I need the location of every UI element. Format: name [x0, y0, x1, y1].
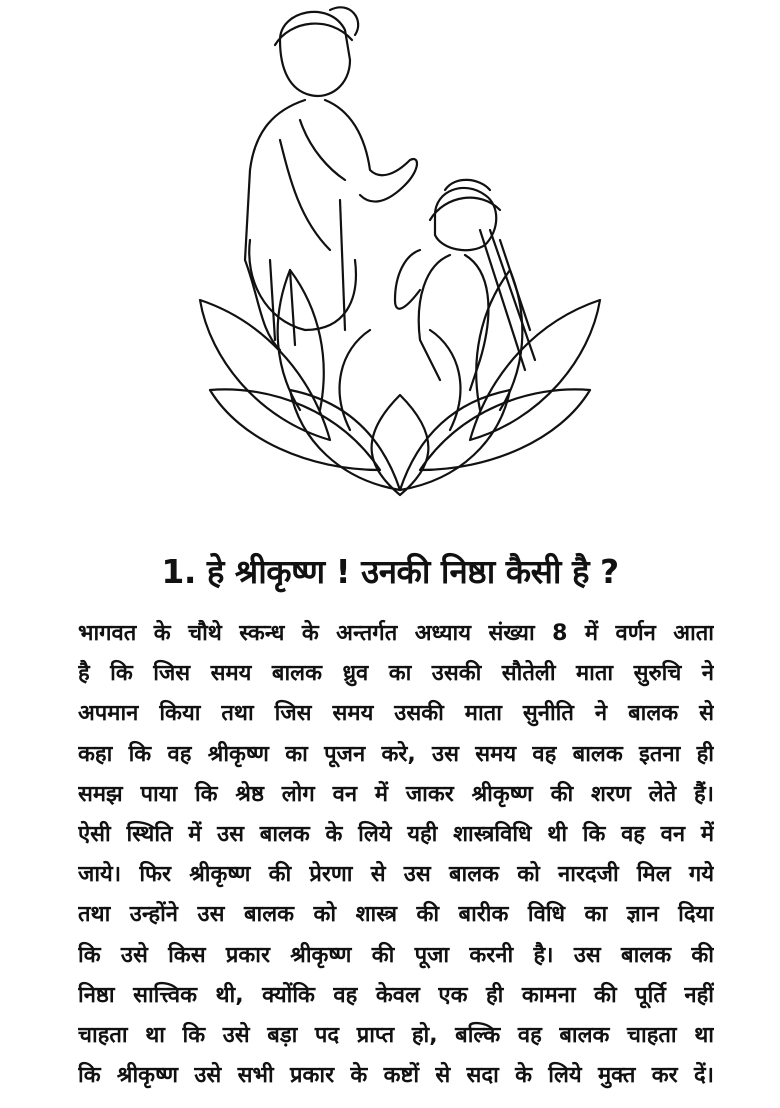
- body-line: तथा उन्होंने उस बालक को शास्त्र की बारीक विधि का ज्ञान दिया: [78, 902, 714, 928]
- body-line: भागवत के चौथे स्कन्ध के अन्तर्गत अध्याय संख्या 8 में वर्णन आता: [78, 621, 714, 646]
- chapter-body-text: [78, 614, 714, 1096]
- body-line: ऐसी स्थिति में उस बालक के लिये यही शास्त्रविधि थी कि वह वन में: [78, 821, 714, 847]
- lotus-drawing: [200, 270, 600, 495]
- body-line: अपमान किया तथा जिस समय उसकी माता सुनीति ने बालक से: [78, 701, 714, 727]
- body-line: चाहता था कि उसे बड़ा पद प्राप्त हो, बल्कि वह बालक चाहता था: [78, 1022, 714, 1048]
- krishna-figure: [245, 7, 417, 350]
- body-line: समझ पाया कि श्रेष्ठ लोग वन में जाकर श्रीकृष्ण की शरण लेते हैं।: [78, 781, 714, 807]
- body-line: है कि जिस समय बालक ध्रुव का उसकी सौतेली माता सुरुचि ने: [78, 661, 714, 687]
- chapter-title: 1. हे श्रीकृष्ण ! उनकी निष्ठा कैसी है ?: [161, 552, 619, 591]
- body-line: कहा कि वह श्रीकृष्ण का पूजन करे, उस समय वह बालक इतना ही: [78, 741, 714, 767]
- body-line: कि श्रीकृष्ण उसे सभी प्रकार के कष्टों से सदा के लिये मुक्त कर दें।: [78, 1063, 714, 1089]
- body-line: कि उसे किस प्रकार श्रीकृष्ण की पूजा करनी है। उस बालक की: [78, 942, 714, 968]
- krishna-dhruva-lotus-illustration: [180, 0, 620, 500]
- body-line: जाये। फिर श्रीकृष्ण की प्रेरणा से उस बालक को नारदजी मिल गये: [78, 862, 714, 888]
- body-line: निष्ठा सात्त्विक थी, क्योंकि वह केवल एक ही कामना की पूर्ति नहीं: [78, 982, 714, 1008]
